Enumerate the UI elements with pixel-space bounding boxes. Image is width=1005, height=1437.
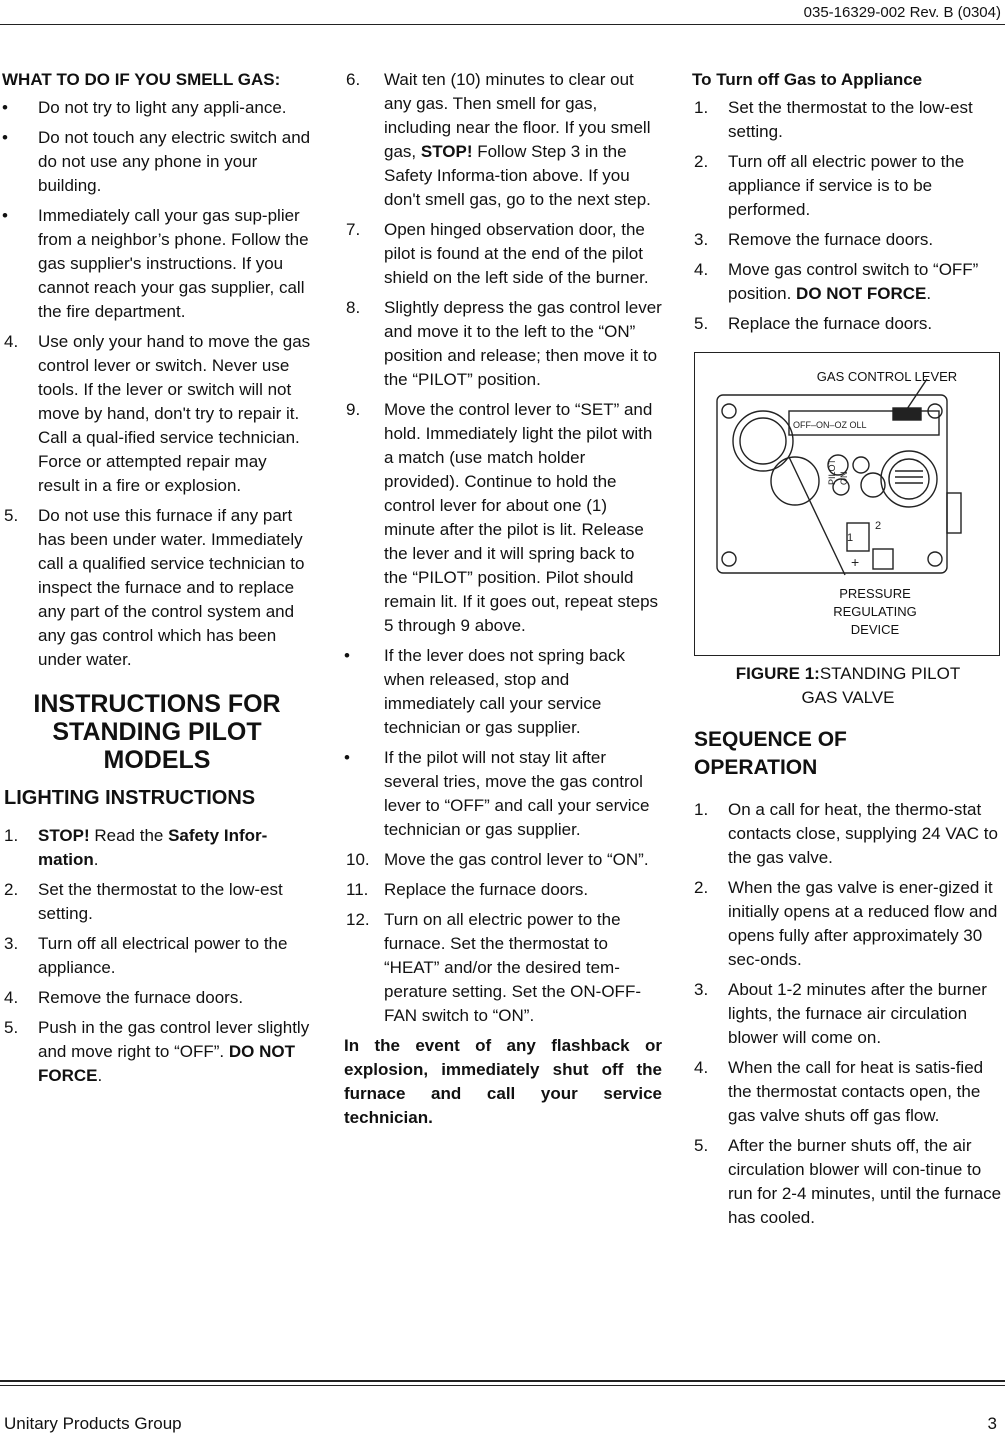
bullet-text: Do not touch any electric switch and do not use any phone in your building.	[38, 128, 311, 195]
standing-pilot-heading	[2, 690, 312, 774]
item-number: 3.	[4, 934, 19, 953]
control-lever-knob	[893, 408, 921, 420]
list-item	[692, 876, 1004, 972]
item-number: 2.	[694, 878, 709, 897]
item-number: 10.	[346, 850, 370, 869]
item-number: 5.	[694, 1136, 709, 1155]
lever-markings: OFF–ON–OZ OLL	[793, 420, 867, 430]
safety-info-text: Safety Infor-mation	[38, 826, 268, 869]
item-text: Push in the gas control lever slightly and move right to “OFF”.	[38, 1018, 310, 1061]
item-text: Turn off all electrical power to the appliance.	[38, 934, 288, 977]
item-number: 4.	[4, 332, 19, 351]
item-text: Set the thermostat to the low-est setting.	[728, 98, 973, 141]
list-item	[344, 398, 662, 638]
list-item	[344, 848, 662, 872]
heading-line: OPERATION	[694, 756, 818, 779]
mount-hole-icon	[722, 404, 736, 418]
terminal-marking: 1	[847, 532, 854, 544]
item-number: 8.	[346, 298, 361, 317]
outlet-fitting	[947, 493, 961, 533]
item-text: Open hinged observation door, the pilot is found at the end of the pilot shield on the left side of the burner.	[384, 220, 649, 287]
knob-small-icon	[853, 457, 869, 473]
bullet-text: Immediately call your gas sup-plier from a neighbor’s phone. Follow the gas supplier's instructions. If you cannot reach your gas supplier, call the fire department.	[38, 206, 309, 321]
list-item	[2, 126, 312, 198]
list-item	[344, 296, 662, 392]
item-text: Use only your hand to move the gas control lever or switch. Never use tools. If the lever or switch will not move by hand, don't try to repair it. Call a qual-ified service technician. Force or attempted repair may result in a fire or explosion.	[38, 332, 311, 495]
item-number: 5.	[4, 506, 19, 525]
list-item	[692, 798, 1004, 870]
list-item	[2, 504, 312, 672]
header-rule	[0, 24, 1005, 25]
item-text: Remove the furnace doors.	[38, 988, 244, 1007]
column-middle	[344, 68, 662, 1130]
column-right	[692, 68, 1004, 1236]
bullet-icon: •	[2, 128, 8, 147]
list-item	[692, 258, 1004, 306]
page-number: 3	[987, 1414, 997, 1433]
list-item	[692, 228, 1004, 252]
pilot-marking: PILOT	[827, 458, 837, 485]
item-text: After the burner shuts off, the air circulation blower will con-tinue to run for 2-4 minutes, until the furnace has cooled.	[728, 1136, 1002, 1227]
item-number: 6.	[346, 70, 361, 89]
item-text: Turn off all electric power to the appliance if service is to be performed.	[728, 152, 965, 219]
bullet-text: If the pilot will not stay lit after several tries, move the gas control lever to “OFF” and call your service technician or gas supplier.	[384, 748, 650, 839]
figure-number: FIGURE 1:	[735, 664, 820, 683]
item-number: 5.	[4, 1018, 19, 1037]
item-number: 9.	[346, 400, 361, 419]
caption-text: GAS VALVE	[801, 688, 895, 707]
item-number: 2.	[694, 152, 709, 171]
item-text: About 1-2 minutes after the burner lights, the furnace air circulation blower will come on.	[728, 980, 987, 1047]
list-item	[2, 1016, 312, 1088]
list-item	[2, 932, 312, 980]
valve-dial-inner	[740, 418, 786, 464]
device-label: DEVICE	[850, 622, 900, 637]
column-left	[2, 68, 312, 1094]
smell-gas-heading: WHAT TO DO IF YOU SMELL GAS:	[2, 70, 281, 89]
document-number: 035-16329-002 Rev. B (0304)	[803, 4, 1001, 21]
item-text: Remove the furnace doors.	[728, 230, 934, 249]
heading-line: MODELS	[103, 746, 211, 774]
heading-line: INSTRUCTIONS FOR	[33, 690, 281, 718]
stop-text: STOP!	[420, 142, 473, 161]
list-item	[344, 878, 662, 902]
valve-dial-icon	[733, 411, 793, 471]
footer-rule	[0, 1380, 1005, 1382]
list-item	[344, 746, 662, 842]
on-marking: ON	[839, 471, 849, 485]
stop-text: STOP!	[38, 826, 90, 845]
heading-line: SEQUENCE OF	[694, 728, 847, 751]
item-number: 1.	[694, 98, 709, 117]
item-number: 2.	[4, 880, 19, 899]
list-item	[2, 986, 312, 1010]
item-number: 4.	[694, 260, 709, 279]
list-item	[2, 96, 312, 120]
item-text: Wait ten (10) minutes to clear out any gas. Then smell for gas, including near the floor. If you smell gas,	[384, 70, 651, 161]
mount-hole-icon	[722, 552, 736, 566]
list-item	[692, 1134, 1004, 1230]
item-text: Turn on all electric power to the furnace. Set the thermostat to “HEAT” and/or the desired tem-perature setting. Set the ON-OFF-FAN switch to “ON”.	[384, 910, 641, 1025]
regulating-label: REGULATING	[833, 604, 917, 619]
bullet-text: If the lever does not spring back when released, stop and immediately call your service technician or gas supplier.	[384, 646, 625, 737]
gas-control-lever-label: GAS CONTROL LEVER	[816, 369, 958, 384]
item-text: When the gas valve is ener-gized it initially opens at a reduced flow and opens fully after approximately 30 sec-onds.	[728, 878, 998, 969]
item-number: 1.	[694, 800, 709, 819]
item-number: 11.	[346, 880, 369, 899]
item-text: Replace the furnace doors.	[728, 314, 933, 333]
lever-leader-line	[907, 379, 927, 409]
item-number: 5.	[694, 314, 709, 333]
list-item	[2, 330, 312, 498]
item-text: .	[97, 1066, 103, 1085]
adjuster-dial-inner	[889, 459, 929, 499]
flashback-warning: In the event of any flashback or explosion, immediately shut off the furnace and call your service technician.	[344, 1036, 662, 1127]
item-number: 4.	[694, 1058, 709, 1077]
plus-icon: +	[851, 554, 860, 570]
terminal-marking: 2	[875, 520, 882, 532]
bullet-icon: •	[344, 748, 350, 767]
heading-line: STANDING PILOT	[52, 718, 262, 746]
item-text: Slightly depress the gas control lever and move it to the left to the “ON” position and release; then move it to the “PILOT” position.	[384, 298, 662, 389]
item-number: 3.	[694, 980, 709, 999]
list-item	[2, 204, 312, 324]
list-item	[692, 1056, 1004, 1128]
caption-text: STANDING PILOT	[819, 664, 961, 683]
item-number: 4.	[4, 988, 19, 1007]
sequence-heading	[694, 726, 1004, 782]
list-item	[692, 312, 1004, 336]
list-item	[2, 824, 312, 872]
list-item	[344, 908, 662, 1028]
do-not-force-text: DO NOT FORCE	[796, 284, 927, 303]
item-text: Move the control lever to “SET” and hold. Immediately light the pilot with a match (use match holder provided). Continue to hold the control lever for about one (1) minute after the pilot is lit. Release the lever and it will spring back to the “PILOT” position. Pilot should remain lit. If it goes out, repeat steps 5 through 9 above.	[384, 400, 659, 635]
figure-caption	[692, 662, 1004, 710]
list-item	[344, 644, 662, 740]
item-number: 7.	[346, 220, 361, 239]
footer-company: Unitary Products Group	[4, 1414, 182, 1433]
item-text: Do not use this furnace if any part has been under water. Immediately call a qualified service technician to inspect the furnace and to replace any part of the control system and any gas control which has been under water.	[38, 506, 305, 669]
item-text: On a call for heat, the thermo-stat contacts close, supplying 24 VAC to the gas valve.	[728, 800, 998, 867]
bullet-text: Do not try to light any appli-ance.	[38, 98, 287, 117]
bullet-icon: •	[2, 98, 8, 117]
list-item	[344, 68, 662, 212]
pressure-regulator-icon	[771, 457, 819, 505]
list-item	[692, 150, 1004, 222]
turn-off-gas-heading: To Turn off Gas to Appliance	[692, 70, 923, 89]
item-number: 3.	[694, 230, 709, 249]
item-text: Replace the furnace doors.	[384, 880, 589, 899]
list-item	[692, 978, 1004, 1050]
item-text: Move gas control switch to “OFF” position.	[728, 260, 979, 303]
do-not-force-text: DO NOT FORCE	[38, 1042, 295, 1085]
item-number: 12.	[346, 910, 370, 929]
item-text: When the call for heat is satis-fied the thermostat contacts open, the gas valve shuts off gas flow.	[728, 1058, 984, 1125]
terminal-icon	[873, 549, 893, 569]
item-text: .	[926, 284, 932, 303]
item-number: 1.	[4, 826, 19, 845]
mount-hole-icon	[928, 552, 942, 566]
item-text: Read the	[89, 826, 169, 845]
list-item	[344, 218, 662, 290]
item-text: .	[93, 850, 99, 869]
item-text: Move the gas control lever to “ON”.	[384, 850, 649, 869]
item-text: Set the thermostat to the low-est setting.	[38, 880, 283, 923]
item-text: Follow Step 3 in the Safety Informa-tion above. If you don't smell gas, go to the next step.	[384, 142, 651, 209]
gas-valve-figure	[694, 352, 1000, 656]
lighting-instructions-heading: LIGHTING INSTRUCTIONS	[4, 787, 256, 809]
bullet-icon: •	[2, 206, 8, 225]
bullet-icon: •	[344, 646, 350, 665]
list-item	[2, 878, 312, 926]
footer-rule	[0, 1385, 1005, 1386]
pressure-label: PRESSURE	[839, 586, 911, 601]
list-item	[692, 96, 1004, 144]
